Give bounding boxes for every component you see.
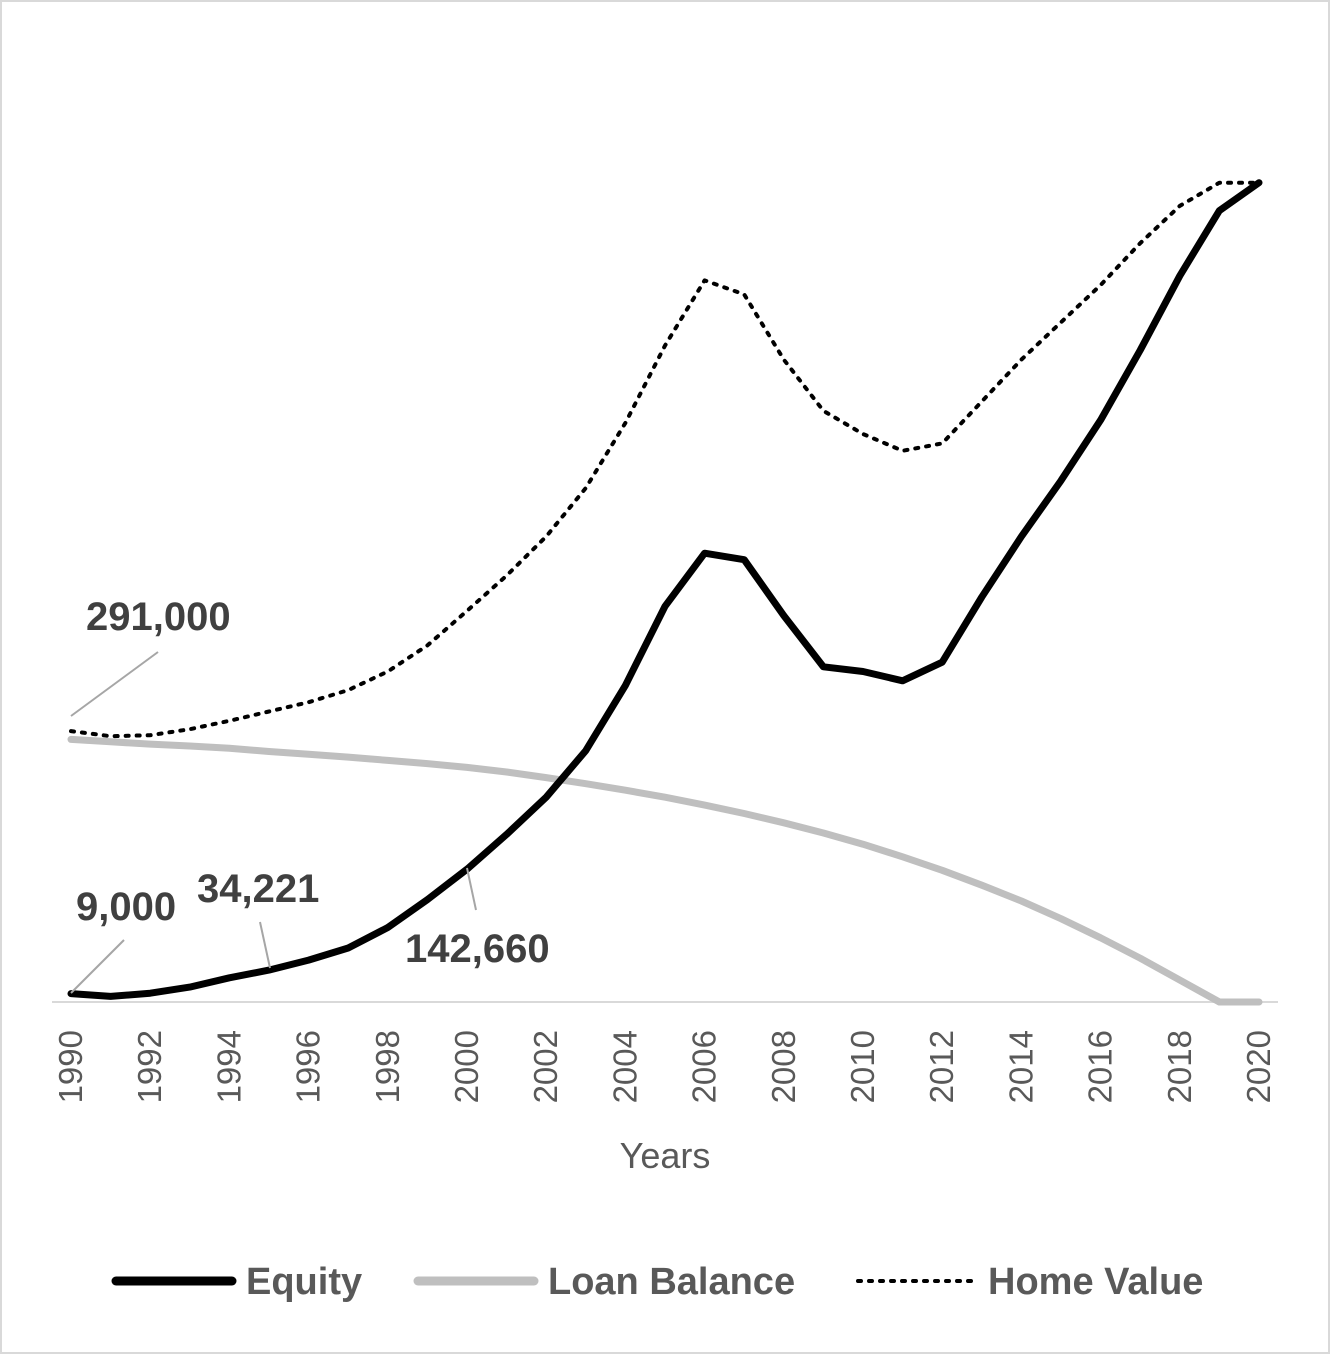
x-tick-label: 2014 — [1002, 1030, 1040, 1104]
x-tick-label: 2008 — [764, 1030, 802, 1104]
x-tick-label: 2002 — [527, 1030, 565, 1104]
legend — [116, 1261, 1203, 1303]
x-tick-label: 1990 — [52, 1030, 89, 1104]
data-label-leader — [467, 868, 476, 910]
x-tick-label: 2004 — [606, 1030, 644, 1104]
x-tick-label: 1996 — [289, 1030, 327, 1104]
data-labels — [76, 595, 550, 971]
data-label: 9,000 — [76, 885, 177, 929]
data-label-leader — [71, 652, 158, 716]
data-label: 142,660 — [405, 927, 550, 971]
legend-item-home-value — [858, 1261, 1203, 1303]
legend-label: Loan Balance — [548, 1261, 796, 1303]
x-tick-label: 2020 — [1240, 1030, 1277, 1104]
x-tick-label: 2012 — [923, 1030, 961, 1104]
x-tick-label: 2010 — [844, 1030, 881, 1104]
x-tick-label: 2016 — [1081, 1030, 1119, 1104]
x-tick-label: 2006 — [685, 1030, 723, 1104]
data-label: 34,221 — [197, 867, 320, 911]
x-tick-label: 1994 — [210, 1030, 248, 1104]
x-tick-label: 1992 — [131, 1030, 169, 1104]
data-label-leader — [260, 922, 270, 968]
x-tick-labels — [52, 1030, 1277, 1103]
x-axis-title: Years — [619, 1135, 711, 1176]
data-label: 291,000 — [86, 595, 231, 639]
legend-label: Equity — [246, 1261, 363, 1303]
x-tick-label: 2018 — [1160, 1030, 1198, 1104]
x-tick-label: 2000 — [448, 1030, 485, 1104]
legend-item-loan-balance — [418, 1261, 795, 1303]
series-line-home-value — [71, 183, 1259, 737]
legend-item-equity — [116, 1261, 362, 1303]
x-tick-label: 1998 — [368, 1030, 406, 1104]
legend-label: Home Value — [988, 1261, 1204, 1303]
data-label-leader — [71, 940, 124, 993]
